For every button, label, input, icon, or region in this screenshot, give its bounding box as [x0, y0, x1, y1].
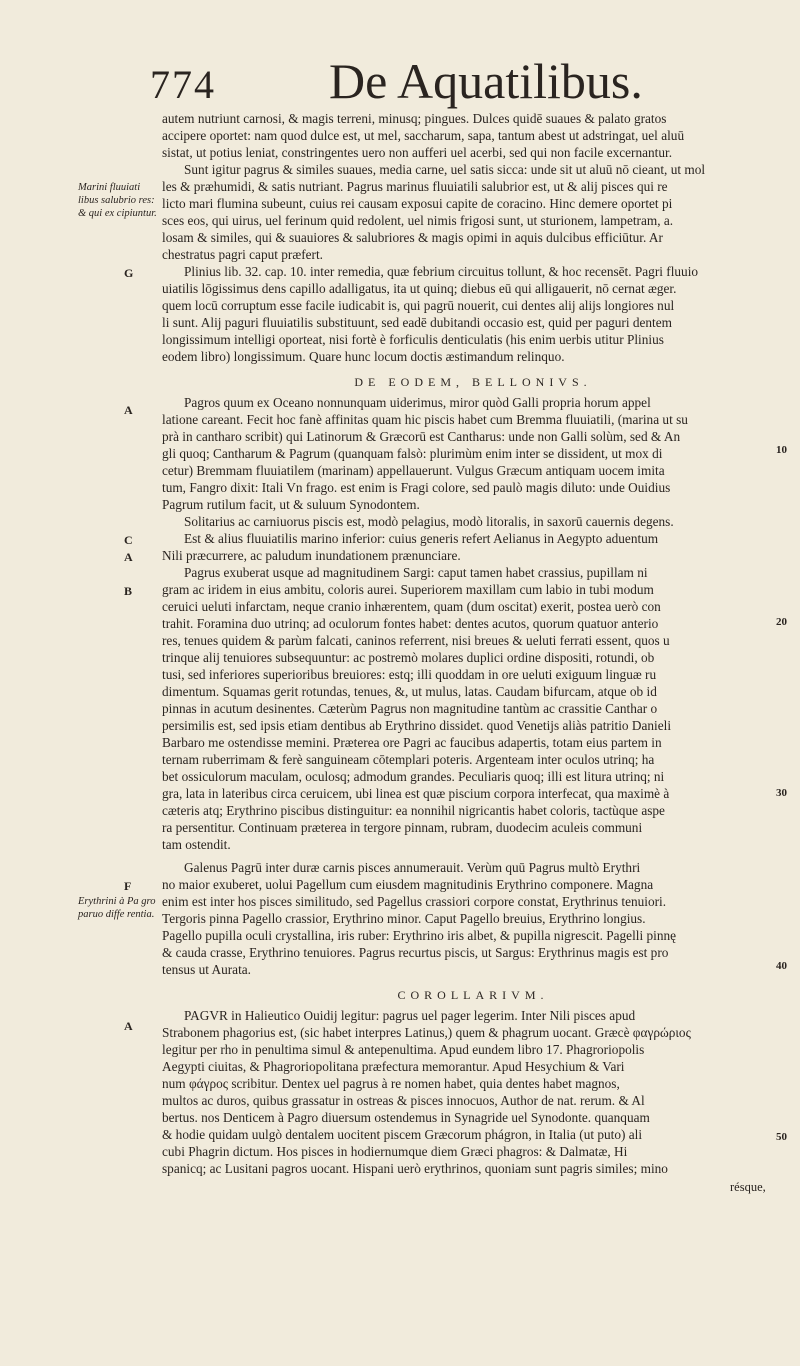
margin-letter-a: A — [124, 550, 133, 564]
text-line: Barbaro me ostendisse memini. Præterea ore Pagri ac faucibus adapertis, totam eius partem in — [162, 735, 662, 750]
line-number: 40 — [776, 960, 787, 972]
text-line: quem locū corruptum esse facile iudicabit is, qui pagrū nouerit, cui dentes alij alijs longiores nul — [162, 298, 675, 313]
margin-letter-a: A — [124, 1019, 133, 1033]
line-number: 10 — [776, 444, 787, 456]
page-header — [150, 52, 643, 110]
text-line: tum, Fangro dixit: Itali Vn frago. est enim is Fragi colore, sed paulò magis diluto: unde Ouidius — [162, 480, 671, 495]
text-line: sces eos, qui uirus, uel ferinum quid redolent, uel nimis frigosi sunt, ut sturionem, lampetram, a. — [162, 213, 674, 228]
text-line: uiatilis lōgissimus dens capillo adalligatus, ita ut quinq; diebus eū qui alligauerit, nō cernat æger. — [162, 281, 677, 296]
text-line: cubi Phagrin dictum. Hos pisces in hodiernumque diem Græci phagros: & Dalmatæ, Hi — [162, 1144, 628, 1159]
text-line: spanicq; ac Lusitani pagros uocant. Hispani uerò erythrinos, quoniam sunt pagris similes; mino — [162, 1161, 668, 1176]
text-line: Tergoris pinna Pagello crassior, Erythrino minor. Caput Pagello breuius, Erythrino longius. — [162, 911, 646, 926]
line-number: 30 — [776, 787, 787, 799]
text-line: Pagros quum ex Oceano nonnunquam uiderimus, miror quòd Galli propria horum appel — [184, 395, 651, 410]
text-line: res, tenues quidem & parùm falcati, caninos referrent, nisi breues & ueluti ferrati essent, quos u — [162, 633, 670, 648]
catchword: résque, — [730, 1180, 766, 1194]
text-line: multos ac duros, quibus grassatur in ostreas & pisces innocuos, Author de nat. rerum. & Al — [162, 1093, 645, 1108]
text-line: num φάγρος scribitur. Dentex uel pagrus à re nomen habet, quia dentes habet magnos, — [162, 1076, 620, 1091]
text-line: autem nutriunt carnosi, & magis terreni, minusq; pingues. Dulces quidē suaues & palato gratos — [162, 111, 667, 126]
text-line: ternam ruberrimam & ferè sanguineam cōtemplari poteris. Argenteam inter oculos utrinq; ha — [162, 752, 655, 767]
text-line: sistat, ut potius leniat, constringentes uero non aufferi uel acerbi, sed qui non facile excernantur. — [162, 145, 673, 160]
text-line: tam ostendit. — [162, 837, 231, 852]
margin-letter-a: A — [124, 403, 133, 417]
text-line: Strabonem phagorius est, (sic habet interpres Latinus,) quem & phagrum uocant. Græcè φαγρώριος — [162, 1025, 691, 1040]
text-line: Nili præcurrere, ac paludum inundationem prænunciare. — [162, 548, 461, 563]
text-line: les & præhumidi, & satis nutriant. Pagrus marinus fluuiatili salubrior est, ut & alij pisces qui re — [162, 179, 668, 194]
text-line: accipere oportet: nam quod dulce est, ut mel, saccharum, sapa, tantum abest ut adstringat, uel aluū — [162, 128, 685, 143]
text-line: no maior exuberet, uolui Pagellum cum eiusdem magnitudinis Erythrino componere. Magna — [162, 877, 654, 892]
section-heading: COROLLARIVM. — [397, 988, 549, 1002]
text-line: trinque alij tenuiores subsequuntur: ac postremò molares duplici ordine dispositi, rotundi, ob — [162, 650, 655, 665]
running-head: De Aquatilibus. — [329, 53, 643, 109]
text-line: dimentum. Squamas gerit rotundas, tenues, &, ut mulus, latas. Caudam bifurcam, atque ob id — [162, 684, 657, 699]
text-line: & hodie quidam uulgò dentalem uocitent piscem Græcorum phágron, in Italia (ut puto) ali — [162, 1127, 643, 1142]
text-line: Solitarius ac carniuorus piscis est, modò pelagius, modò litoralis, in saxorū cauernis degens. — [184, 514, 674, 529]
margin-letter-g: G — [124, 266, 134, 280]
text-line: persimilis est, sed ipsis etiam dentibus ab Erythrino dissidet. quod Venetijs aliàs patritio Danieli — [162, 718, 672, 733]
text-line: licto mari flumina subeunt, cuius rei causam exposui capite de coracino. Hinc demere oportet pi — [162, 196, 673, 211]
margin-note-marini: Marini fluuiati libus salubrio res: & qui ex cipiuntur. — [78, 182, 157, 219]
text-line: enim est inter hos pisces similitudo, sed Pagellus crassiori corpore constat, Erythrinus tenuiori. — [162, 894, 667, 909]
text-line: PAGVR in Halieutico Ouidij legitur: pagrus uel pager legerim. Inter Nili pisces apud — [184, 1008, 636, 1023]
text-line: gram ac iridem in eius ambitu, coloris aurei. Superiorem maxillam cum labio in tubi modum — [162, 582, 654, 597]
text-line: ceruici ueluti infarctam, neque cranio inhærentem, quam (dum oscitat) exerit, postea uerò con — [162, 599, 661, 614]
text-line: trahit. Foramina duo utrinq; ad oculorum fontes habet: dentes acutos, quorum quatuor anterio — [162, 616, 659, 631]
text-block — [162, 110, 784, 1177]
text-line: Pagello pupilla oculi crystallina, iris ruber: Erythrino iris albet, & pupilla nigrescit. Pagelli pinnę — [162, 928, 677, 943]
margin-note-erythrini: Erythrini à Pa gro paruo diffe rentia. — [78, 896, 156, 920]
margin-letter-b: B — [124, 584, 133, 598]
text-line: tensus ut Aurata. — [162, 962, 252, 977]
text-line: longissimum intelligi oporteat, nisi fortè è forficulis denticulatis (his enim uerbis utitur Plinius — [162, 332, 664, 347]
line-number: 20 — [776, 616, 787, 628]
text-line: li sunt. Alij paguri fluuiatilis substituunt, sed eadē dubitandi occasio est, quid per paguri dentem — [162, 315, 672, 330]
margin-letter-c: C — [124, 533, 133, 547]
text-line: legitur per rho in penultima simul & antepenultima. Apud eundem libro 17. Phagroriopolis — [162, 1042, 645, 1057]
text-line: latione careant. Fecit hoc fanè affinitas quam hic piscis habet cum Bremma fluuiatili, (marina ut su — [162, 412, 688, 427]
text-line: Galenus Pagrū inter duræ carnis pisces annumerauit. Verùm quū Pagrus multò Erythri — [184, 860, 641, 875]
text-line: bertus. nos Denticem à Pagro diuersum ostendemus in Synagride uel Synodonte. quanquam — [162, 1110, 650, 1125]
text-line: tusi, sed inferiores superioribus breuiores: estq; illi quoddam in ore ueluti exiguum linguæ ru — [162, 667, 657, 682]
text-line: cetur) Bremmam fluuiatilem (marinam) appellauerunt. Vulgus Græcum antiquam uocem imita — [162, 463, 665, 478]
text-line: Pagrum rutilum facit, ut & suluum Synodontem. — [162, 497, 420, 512]
text-line: gli quoq; Cantharum & Pagrum (quanquam falsò: plurimùm enim inter se dissident, ut mox di — [162, 446, 663, 461]
text-line: ra persentitur. Continuam præterea in tergore pinnam, rubram, duodecim aculeis communi — [162, 820, 643, 835]
text-line: cæteris atq; Erythrino piscibus distinguitur: ea nonnihil nigricantis habet coloris, tactùque aspe — [162, 803, 665, 818]
margin-letter-f: F — [124, 879, 132, 893]
text-line: Plinius lib. 32. cap. 10. inter remedia, quæ febrium circuitus tollunt, & hoc recensēt. Pagri fluuio — [184, 264, 699, 279]
text-line: chestratus pagri caput præfert. — [162, 247, 323, 262]
text-line: & cauda crasse, Erythrino tenuiores. Pagrus recurtus piscis, ut Sargus: Erythrinus magis est pro — [162, 945, 669, 960]
section-heading: DE EODEM, BELLONIVS. — [354, 375, 592, 389]
text-line: prà in cantharo scribit) qui Latinorum & Græcorū est Cantharus: unde non Galli solùm, sed & An — [162, 429, 681, 444]
text-line: Pagrus exuberat usque ad magnitudinem Sargi: caput tamen habet crassius, pupillam ni — [184, 565, 648, 580]
text-line: losam & similes, qui & suauiores & salubriores & magis opimi in aquis dulcibus efficiūtur. Ar — [162, 230, 663, 245]
text-line: bet ossiculorum maculam, oculosq; admodum grandes. Peculiaris quoq; illi est litura utrinq; ni — [162, 769, 665, 784]
text-line: Sunt igitur pagrus & similes suaues, media carne, uel satis sicca: unde sit ut aluū nō cieant, ut mol — [184, 162, 706, 177]
text-line: pinnas in acutum desinentes. Cæterùm Pagrus non magnitudine tantùm ac crassitie Canthar o — [162, 701, 658, 716]
text-line: eodem libro) longissimum. Quare hunc locum doctis æstimandum relinquo. — [162, 349, 565, 364]
text-line: Est & alius fluuiatilis marino inferior: cuius generis refert Aelianus in Aegypto aduentum — [184, 531, 659, 546]
text-line: Aegypti ciuitas, & Phagroriopolitana præfectura memorantur. Apud Hesychium & Vari — [162, 1059, 625, 1074]
line-number: 50 — [776, 1131, 787, 1143]
text-line: gra, lata in lateribus circa ceruicem, ubi linea est quæ piscium corpora interfecat, qua maximè à — [162, 786, 670, 801]
page-number: 774 — [150, 62, 216, 107]
